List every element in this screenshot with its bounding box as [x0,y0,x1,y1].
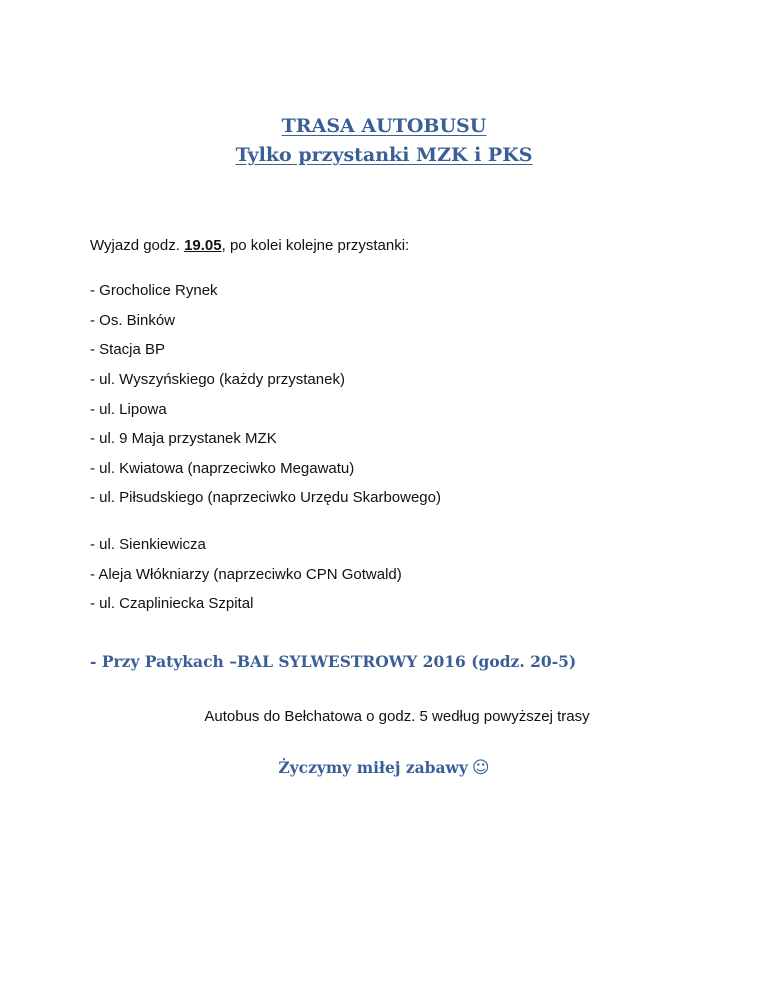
stop-item: - Stacja BP [90,341,166,358]
stop-item: - Os. Binków [90,312,176,329]
stop-item: - ul. Kwiatowa (naprzeciwko Megawatu) [90,460,355,477]
stop-item: - ul. 9 Maja przystanek MZK [90,430,277,447]
departure-prefix: Wyjazd godz. [90,237,185,254]
subtitle: Tylko przystanki MZK i PKS [235,144,533,166]
departure-time: 19.05 [184,237,222,254]
title-block [0,112,768,170]
departure-suffix: , po kolei kolejne przystanki: [221,237,410,254]
stop-item: - ul. Czapliniecka Szpital [90,595,254,612]
stop-item: - ul. Sienkiewicza [90,536,206,553]
departure-line [90,236,409,256]
wishes-line [0,757,768,779]
venue-line: - Przy Patykach –BAL SYLWESTROWY 2016 (godz. 20-5) [90,652,577,671]
main-title: TRASA AUTOBUSU [281,115,487,137]
wishes-text: Życzymy miłej zabawy [278,758,468,777]
stop-item: - ul. Wyszyńskiego (każdy przystanek) [90,371,345,388]
stop-item: - Grocholice Rynek [90,282,218,299]
stop-item: - Aleja Włókniarzy (naprzeciwko CPN Gotwald) [90,566,402,583]
stop-item: - ul. Lipowa [90,401,167,418]
return-note: Autobus do Bełchatowa o godz. 5 według powyższej trasy [204,708,590,725]
stop-item: - ul. Piłsudskiego (naprzeciwko Urzędu Skarbowego) [90,489,441,506]
smiley-icon: ☺ [471,758,490,778]
